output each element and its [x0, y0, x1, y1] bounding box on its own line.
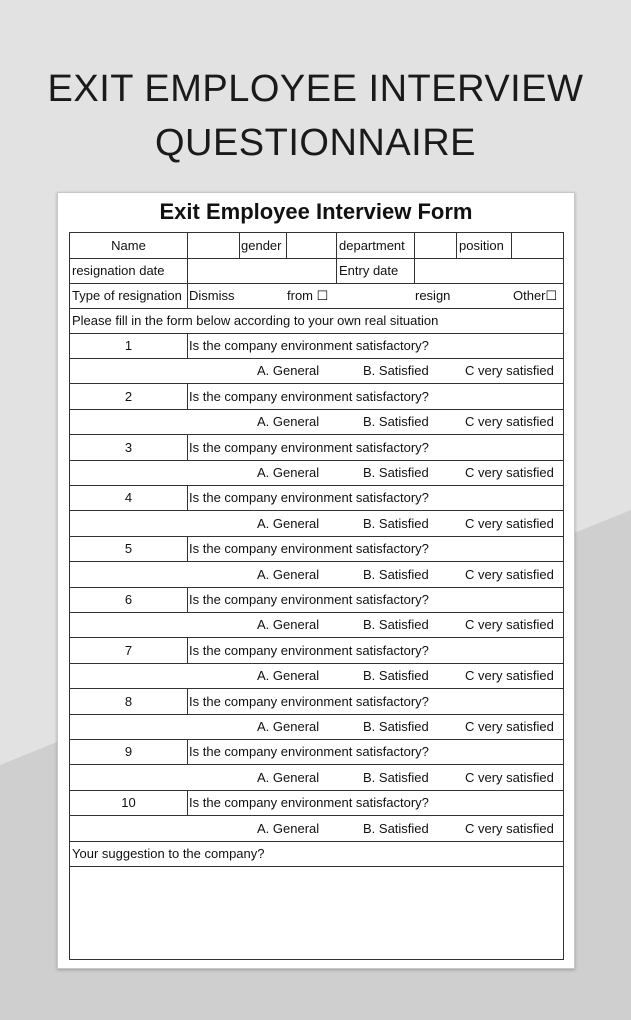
question-number: 1	[124, 338, 133, 353]
resignation-type-label: Type of resignation	[72, 288, 182, 303]
answer-row	[70, 612, 563, 638]
option-c[interactable]: C very satisfied	[465, 363, 554, 379]
question-number: 2	[124, 388, 133, 404]
option-a[interactable]: A. General	[257, 363, 320, 379]
question-row	[70, 587, 563, 613]
instruction-row	[70, 308, 563, 334]
resignation-type-row	[70, 283, 563, 309]
option-c[interactable]: C very satisfied	[465, 719, 554, 734]
option-a[interactable]: A. General	[257, 566, 320, 582]
resignation-row	[70, 258, 563, 284]
position-label: position	[459, 238, 504, 253]
form-sheet	[57, 192, 575, 969]
answer-row	[70, 409, 563, 435]
question-row	[70, 485, 563, 511]
option-b[interactable]: B. Satisfied	[363, 465, 429, 480]
answer-row	[70, 816, 563, 842]
option-b[interactable]: B. Satisfied	[363, 668, 429, 684]
option-c[interactable]: C very satisfied	[465, 668, 554, 684]
question-text: Is the company environment satisfactory?	[189, 642, 429, 658]
option-b[interactable]: B. Satisfied	[363, 719, 429, 734]
department-field[interactable]	[414, 233, 456, 258]
question-text: Is the company environment satisfactory?	[189, 744, 429, 760]
from-checkbox[interactable]: ☐	[316, 288, 329, 303]
name-label: Name	[111, 238, 146, 253]
form-table	[69, 232, 564, 960]
question-text: Is the company environment satisfactory?	[189, 490, 429, 506]
question-number: 8	[124, 693, 133, 709]
answer-row	[70, 358, 563, 384]
option-b[interactable]: B. Satisfied	[363, 617, 429, 633]
option-c[interactable]: C very satisfied	[465, 769, 554, 785]
question-text: Is the company environment satisfactory?	[189, 592, 429, 607]
option-c[interactable]: C very satisfied	[465, 820, 554, 836]
option-b[interactable]: B. Satisfied	[363, 769, 429, 785]
option-a[interactable]: A. General	[257, 617, 320, 633]
suggestion-field[interactable]	[70, 867, 563, 959]
gender-label: gender	[241, 238, 282, 253]
option-c[interactable]: C very satisfied	[465, 465, 554, 480]
from-option[interactable]	[287, 283, 328, 308]
answer-row	[70, 511, 563, 537]
question-text: Is the company environment satisfactory?	[189, 338, 429, 353]
resignation-date-label: resignation date	[72, 263, 165, 278]
entry-date-label: Entry date	[339, 263, 399, 278]
name-field[interactable]	[187, 233, 239, 258]
question-row	[70, 384, 563, 410]
dismiss-label: Dismiss	[189, 288, 235, 303]
question-row	[70, 638, 563, 664]
question-number: 4	[124, 490, 133, 506]
answer-row	[70, 663, 563, 689]
option-c[interactable]: C very satisfied	[465, 515, 554, 531]
option-b[interactable]: B. Satisfied	[363, 414, 429, 430]
question-text: Is the company environment satisfactory?	[189, 541, 429, 557]
option-a[interactable]: A. General	[257, 414, 320, 430]
resignation-date-field[interactable]	[187, 258, 336, 283]
question-number: 5	[124, 541, 133, 557]
page-title	[0, 62, 631, 170]
option-a[interactable]: A. General	[257, 515, 320, 531]
instruction-text: Please fill in the form below according to your own real situation	[72, 313, 439, 328]
question-text: Is the company environment satisfactory?	[189, 693, 429, 709]
entry-date-field[interactable]	[414, 258, 563, 283]
header-row	[70, 233, 563, 259]
option-c[interactable]: C very satisfied	[465, 566, 554, 582]
question-row	[70, 435, 563, 461]
option-b[interactable]: B. Satisfied	[363, 566, 429, 582]
suggestion-label: Your suggestion to the company?	[72, 846, 265, 861]
other-checkbox[interactable]: ☐	[545, 288, 558, 303]
option-a[interactable]: A. General	[257, 769, 320, 785]
answer-row	[70, 714, 563, 740]
option-c[interactable]: C very satisfied	[465, 414, 554, 430]
answer-row	[70, 562, 563, 588]
question-number: 7	[124, 642, 133, 658]
question-number: 9	[124, 744, 133, 760]
form-title: Exit Employee Interview Form	[159, 199, 473, 224]
other-option[interactable]	[513, 283, 557, 308]
suggestion-row	[70, 841, 563, 867]
question-number: 10	[121, 795, 136, 811]
page-title-line-1: EXIT EMPLOYEE INTERVIEW	[47, 68, 584, 110]
option-b[interactable]: B. Satisfied	[363, 515, 429, 531]
other-label: Other	[513, 288, 546, 303]
position-field[interactable]	[511, 233, 563, 258]
question-number: 3	[124, 439, 133, 455]
department-label: department	[339, 238, 405, 253]
question-row	[70, 536, 563, 562]
answer-row	[70, 460, 563, 486]
option-a[interactable]: A. General	[257, 719, 320, 734]
question-number: 6	[124, 592, 133, 607]
question-row	[70, 333, 563, 359]
gender-field[interactable]	[286, 233, 336, 258]
question-row	[70, 739, 563, 765]
option-a[interactable]: A. General	[257, 465, 320, 480]
option-b[interactable]: B. Satisfied	[363, 363, 429, 379]
page-title-line-2: QUESTIONNAIRE	[154, 122, 477, 164]
question-text: Is the company environment satisfactory?	[189, 439, 429, 455]
option-a[interactable]: A. General	[257, 820, 320, 836]
from-label: from	[287, 288, 313, 303]
option-b[interactable]: B. Satisfied	[363, 820, 429, 836]
question-text: Is the company environment satisfactory?	[189, 388, 429, 404]
option-a[interactable]: A. General	[257, 668, 320, 684]
question-row	[70, 689, 563, 715]
option-c[interactable]: C very satisfied	[465, 617, 554, 633]
question-row	[70, 790, 563, 816]
question-text: Is the company environment satisfactory?	[189, 795, 429, 811]
answer-row	[70, 765, 563, 791]
resign-label: resign	[415, 288, 451, 303]
